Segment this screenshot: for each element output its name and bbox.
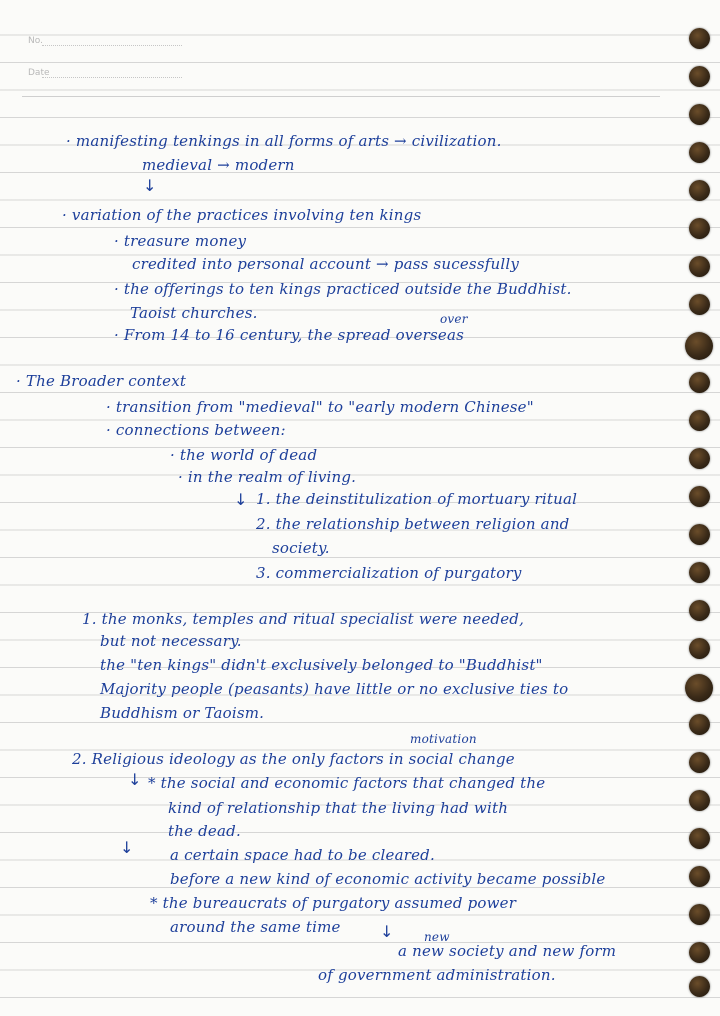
note-line: a certain space had to be cleared. xyxy=(170,846,435,864)
binder-hole xyxy=(689,942,710,963)
binder-hole xyxy=(685,674,713,702)
note-line: · the world of dead xyxy=(170,446,318,464)
note-line: credited into personal account → pass sucessfully xyxy=(132,255,520,273)
binder-hole xyxy=(689,752,710,773)
note-line: · in the realm of living. xyxy=(178,468,357,486)
section-heading: · The Broader context xyxy=(16,372,187,390)
binder-hole xyxy=(689,638,710,659)
binder-hole xyxy=(689,790,710,811)
note-line: · variation of the practices involving ten kings xyxy=(62,206,422,224)
no-label: No. xyxy=(28,36,43,46)
binder-hole xyxy=(689,866,710,887)
binder-hole xyxy=(689,218,710,239)
note-line: Majority people (peasants) have little or no exclusive ties to xyxy=(100,680,569,698)
date-label: Date xyxy=(28,68,50,78)
note-line: 2. the relationship between religion and xyxy=(256,515,570,533)
binder-hole xyxy=(689,600,710,621)
note-line: of government administration. xyxy=(318,966,556,984)
down-arrow-icon: ↓ xyxy=(234,490,248,509)
note-line: · manifesting tenkings in all forms of arts → civilization. xyxy=(66,132,502,150)
down-arrow-icon: ↓ xyxy=(380,922,394,941)
note-line: · From 14 to 16 century, the spread overseas xyxy=(114,326,465,344)
note-line: a new society and new form xyxy=(398,942,617,960)
down-arrow-icon: ↓ xyxy=(143,176,157,195)
binder-hole xyxy=(689,66,710,87)
note-line: 1. the monks, temples and ritual specialist were needed, xyxy=(82,610,525,628)
note-line: 2. Religious ideology as the only factors in social change xyxy=(72,750,515,768)
note-line: Taoist churches. xyxy=(130,304,258,322)
note-line: the dead. xyxy=(168,822,241,840)
binder-hole xyxy=(689,448,710,469)
binder-hole xyxy=(689,486,710,507)
binder-hole xyxy=(689,104,710,125)
binder-hole xyxy=(689,256,710,277)
note-line: the "ten kings" didn't exclusively belonged to "Buddhist" xyxy=(100,656,543,674)
down-arrow-icon: ↓ xyxy=(120,838,134,857)
note-line: before a new kind of economic activity became possible xyxy=(170,870,606,888)
note-line: society. xyxy=(272,539,330,557)
no-line xyxy=(42,45,182,46)
note-line: · treasure money xyxy=(114,232,247,250)
header-divider xyxy=(22,96,660,97)
note-line: 1. the deinstitulization of mortuary ritual xyxy=(256,490,578,508)
binder-hole xyxy=(689,976,710,997)
note-line: · connections between: xyxy=(106,421,286,439)
binder-hole xyxy=(689,524,710,545)
note-line: kind of relationship that the living had with xyxy=(168,799,509,817)
note-line: medieval → modern xyxy=(142,156,295,174)
binder-hole xyxy=(689,372,710,393)
date-field xyxy=(28,68,50,78)
binder-hole xyxy=(689,180,710,201)
binder-hole xyxy=(689,562,710,583)
no-field xyxy=(28,36,43,46)
down-arrow-icon: ↓ xyxy=(128,770,142,789)
note-line: but not necessary. xyxy=(100,632,242,650)
note-line: * the social and economic factors that changed the xyxy=(148,774,546,792)
note-line: · the offerings to ten kings practiced outside the Buddhist. xyxy=(114,280,572,298)
note-line: * the bureaucrats of purgatory assumed power xyxy=(150,894,517,912)
binder-hole xyxy=(685,332,713,360)
note-line: 3. commercialization of purgatory xyxy=(256,564,522,582)
note-line: around the same time xyxy=(170,918,341,936)
note-insert: over xyxy=(440,312,468,326)
note-insert: new xyxy=(424,930,450,944)
note-line: · transition from "medieval" to "early modern Chinese" xyxy=(106,398,534,416)
note-line: Buddhism or Taoism. xyxy=(100,704,265,722)
binder-hole xyxy=(689,294,710,315)
binder-hole xyxy=(689,142,710,163)
note-insert: motivation xyxy=(410,732,477,746)
date-line xyxy=(42,77,182,78)
binder-hole xyxy=(689,828,710,849)
binder-hole xyxy=(689,28,710,49)
binder-hole xyxy=(689,714,710,735)
binder-hole xyxy=(689,904,710,925)
binder-hole xyxy=(689,410,710,431)
